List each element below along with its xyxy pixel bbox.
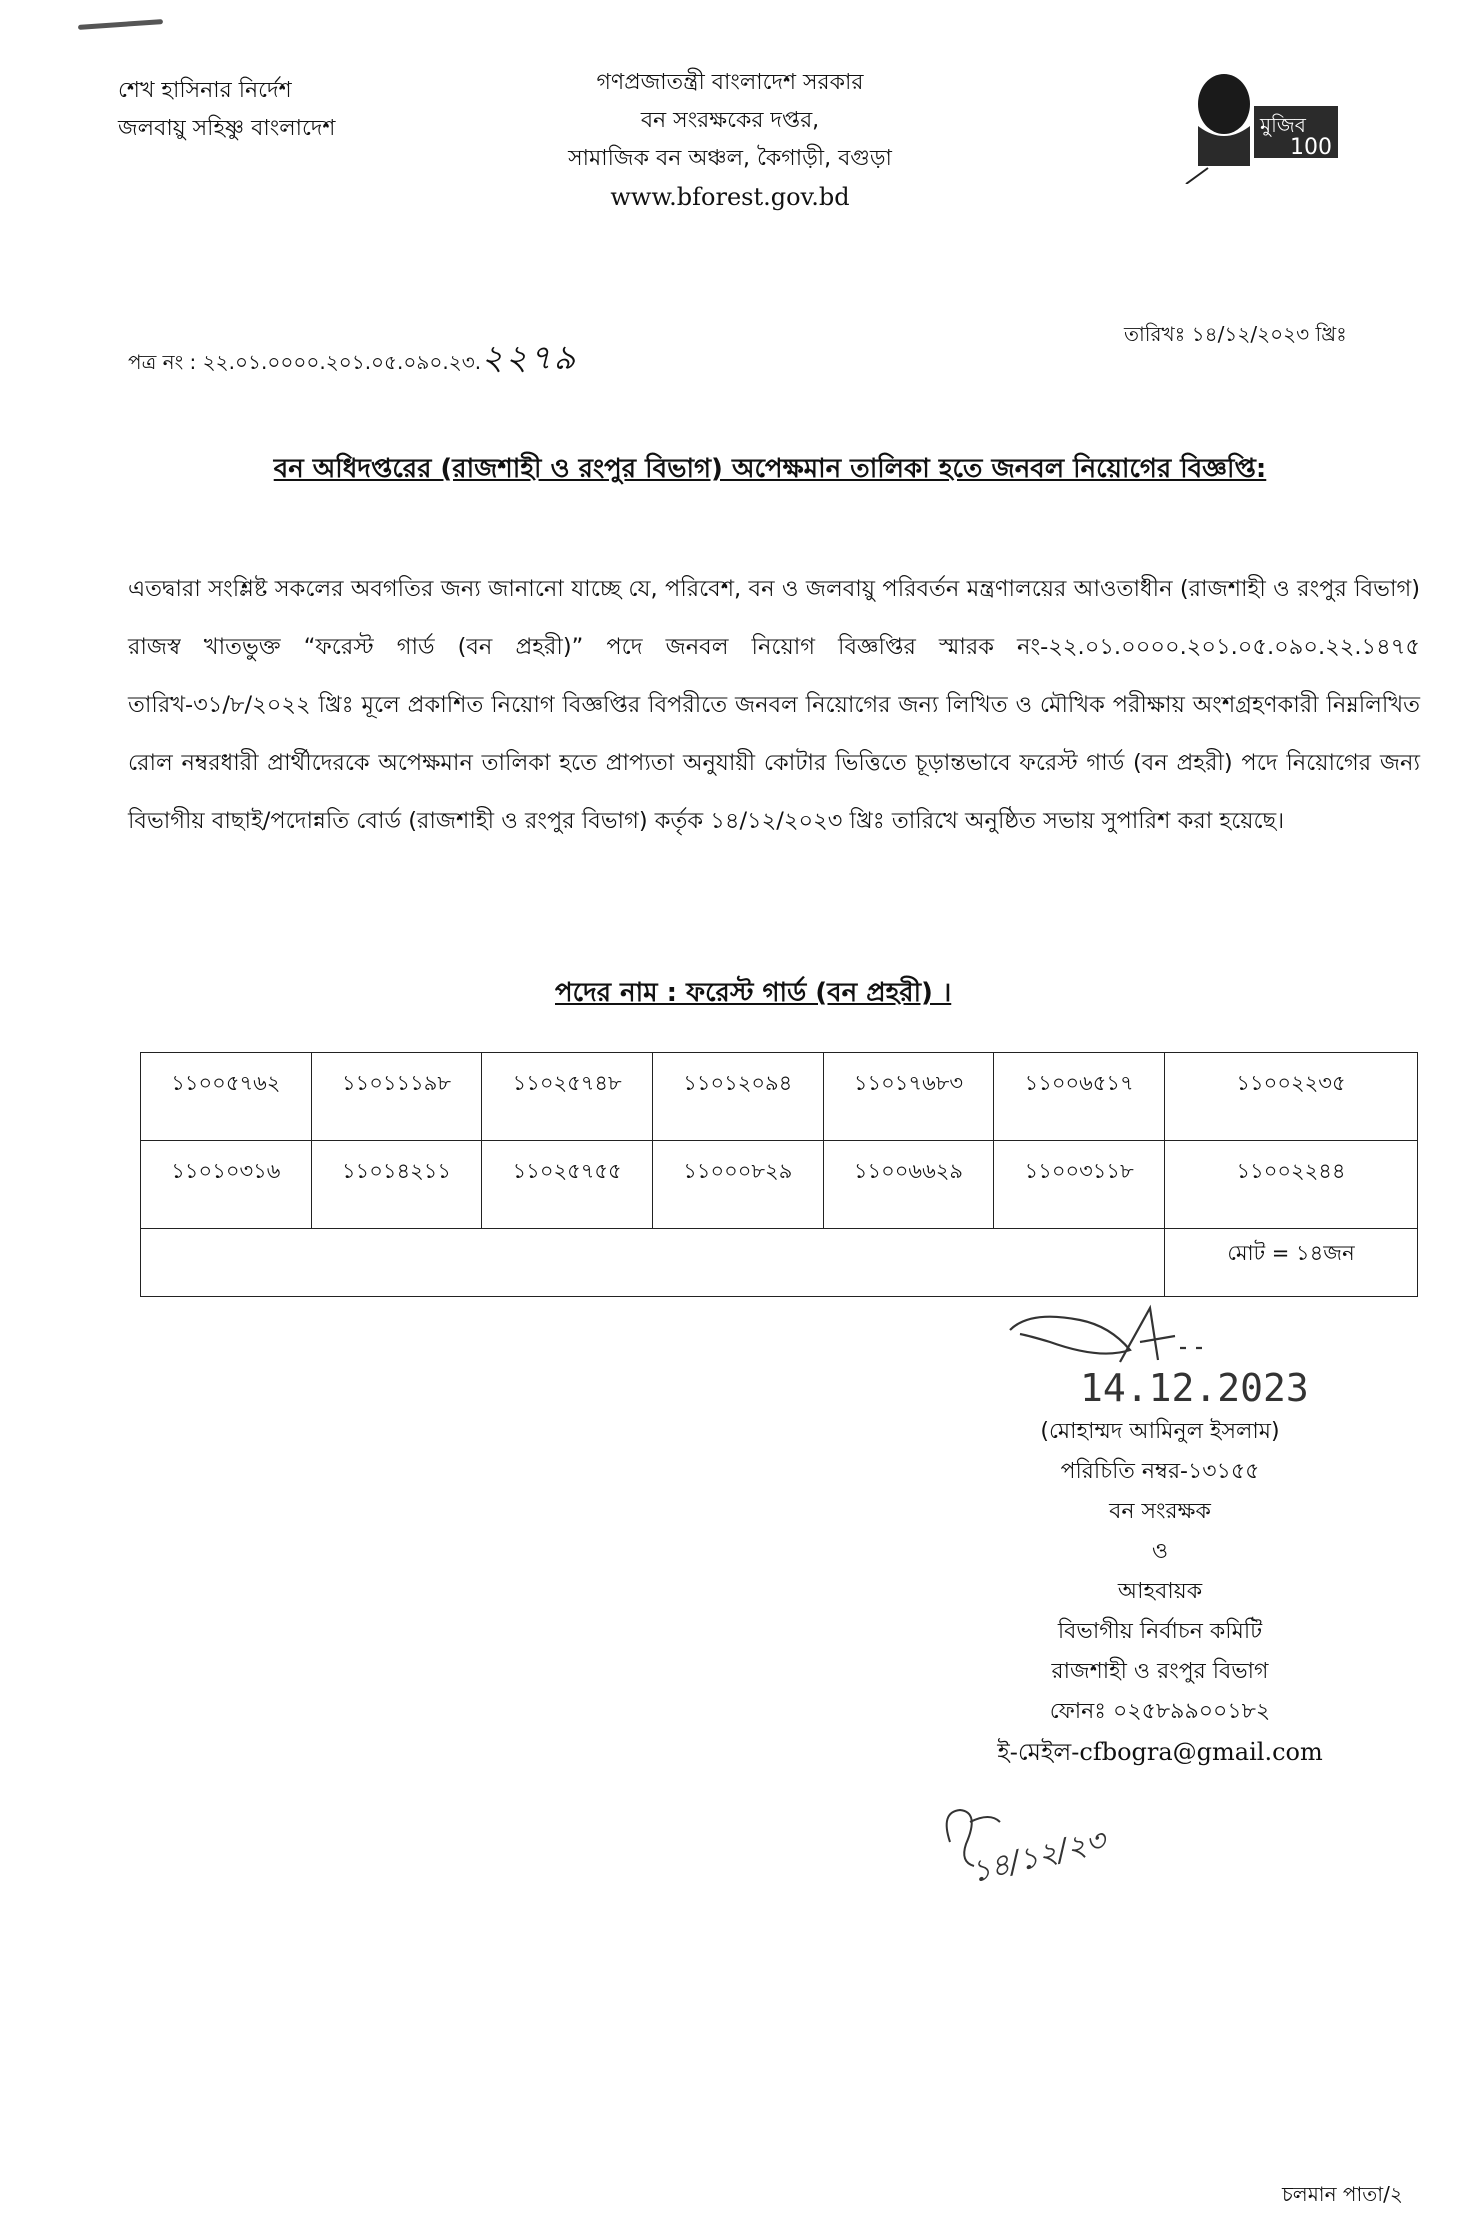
roll-cell: ১১০০৬৬২৯ xyxy=(823,1141,994,1229)
roll-cell: ১১০০৩১১৮ xyxy=(994,1141,1165,1229)
office-header xyxy=(470,64,990,216)
roll-cell: ১১০২৫৭৫৫ xyxy=(482,1141,653,1229)
signatory-block xyxy=(930,1412,1390,1772)
roll-cell: ১১০০৫৭৬২ xyxy=(141,1053,312,1141)
signatory-id: পরিচিতি নম্বর-১৩১৫৫ xyxy=(1060,1459,1260,1484)
roll-cell: ১১০০০৮২৯ xyxy=(652,1141,823,1229)
website-link[interactable]: www.bforest.gov.bd xyxy=(610,183,850,211)
signatory-name: (মোহাম্মদ আমিনুল ইসলাম) xyxy=(1040,1419,1280,1444)
slogan-line-2: জলবায়ু সহিষ্ণু বাংলাদেশ xyxy=(118,116,336,141)
svg-text:100: 100 xyxy=(1290,135,1332,160)
empty-cell xyxy=(141,1229,1165,1297)
initial-date: ১৪/১২/২৩ xyxy=(967,1822,1110,1891)
roll-cell: ১১০১০৩১৬ xyxy=(141,1141,312,1229)
signature-date: 14.12.2023 xyxy=(1080,1366,1309,1410)
roll-cell: ১১০১১১৯৮ xyxy=(311,1053,482,1141)
office-name: বন সংরক্ষকের দপ্তর, xyxy=(640,108,820,133)
memo-number-label: পত্র নং : ২২.০১.০০০০.২০১.০৫.০৯০.২৩. xyxy=(128,350,482,374)
memo-number xyxy=(128,332,578,389)
handwritten-initial xyxy=(930,1782,1170,1902)
memo-number-handwritten: ২২৭৯ xyxy=(481,338,578,378)
notice-body: এতদ্বারা সংশ্লিষ্ট সকলের অবগতির জন্য জানানো যাচ্ছে যে, পরিবেশ, বন ও জলবায়ু পরিবর্তন মন্ত্রণালয়ের আওতাধীন (রাজশাহী ও রংপুর বিভাগ) রাজস্ব খাতভুক্ত “ফরেস্ট গার্ড (বন প্রহরী)” পদে জনবল নিয়োগ বিজ্ঞপ্তির স্মারক নং-২২.০১.০০০০.২০১.০৫.০৯০.২২.১৪৭৫ তারিখ-৩১/৮/২০২২ খ্রিঃ মূলে প্রকাশিত নিয়োগ বিজ্ঞপ্তির বিপরীতে জনবল নিয়োগের জন্য লিখিত ও মৌখিক পরীক্ষায় অংশগ্রহণকারী নিম্নলিখিত রোল নম্বরধারী প্রার্থীদেরকে অপেক্ষমান তালিকা হতে প্রাপ্যতা অনুযায়ী কোটার ভিত্তিতে চূড়ান্তভাবে ফরেস্ট গার্ড (বন প্রহরী) পদে নিয়োগের জন্য বিভাগীয় বাছাই/পদোন্নতি বোর্ড (রাজশাহী ও রংপুর বিভাগ) কর্তৃক ১৪/১২/২০২৩ খ্রিঃ তারিখে অনুষ্ঠিত সভায় সুপারিশ করা হয়েছে। xyxy=(128,576,1420,834)
conjunction: ও xyxy=(1151,1539,1169,1564)
roll-cell: ১১০১২০৯৪ xyxy=(652,1053,823,1141)
roll-cell: ১১০১৪২১১ xyxy=(311,1141,482,1229)
table-total-row xyxy=(141,1229,1418,1297)
roll-number-table xyxy=(140,1052,1418,1297)
signatory-role: আহবায়ক xyxy=(1117,1579,1203,1604)
division-name: রাজশাহী ও রংপুর বিভাগ xyxy=(1051,1659,1269,1684)
signatory-designation: বন সংরক্ষক xyxy=(1109,1499,1211,1524)
roll-cell: ১১০১৭৬৮৩ xyxy=(823,1053,994,1141)
total-count: মোট = ১৪জন xyxy=(1165,1229,1418,1297)
phone-number: ফোনঃ ০২৫৮৯৯০০১৮২ xyxy=(1049,1699,1271,1724)
mujib-100-logo xyxy=(1178,66,1348,184)
scan-artifact xyxy=(78,19,163,30)
table-row xyxy=(141,1053,1418,1141)
email-address[interactable]: ই-মেইল-cfbogra@gmail.com xyxy=(997,1738,1323,1766)
notice-subject: বন অধিদপ্তরের (রাজশাহী ও রংপুর বিভাগ) অপেক্ষমান তালিকা হতে জনবল নিয়োগের বিজ্ঞপ্তি: xyxy=(273,454,1267,484)
portrait-logo-icon xyxy=(1178,66,1348,184)
office-address: সামাজিক বন অঞ্চল, কৈগাড়ী, বগুড়া xyxy=(568,146,892,171)
table-row xyxy=(141,1141,1418,1229)
memo-date: তারিখঃ ১৪/১২/২০২৩ খ্রিঃ xyxy=(1124,322,1347,346)
slogan-line-1: শেখ হাসিনার নির্দেশ xyxy=(118,78,292,103)
slogan-block xyxy=(118,72,335,148)
committee-name: বিভাগীয় নির্বাচন কমিটি xyxy=(1057,1619,1263,1644)
government-name: গণপ্রজাতন্ত্রী বাংলাদেশ সরকার xyxy=(596,70,864,95)
continued-page-note: চলমান পাতা/২ xyxy=(1282,2182,1403,2206)
roll-cell: ১১০২৫৭৪৮ xyxy=(482,1053,653,1141)
roll-cell: ১১০০২২৪৪ xyxy=(1165,1141,1418,1229)
post-title: পদের নাম : ফরেস্ট গার্ড (বন প্রহরী) । xyxy=(555,978,952,1008)
svg-text:মুজিব: মুজিব xyxy=(1260,113,1306,137)
roll-cell: ১১০০৬৫১৭ xyxy=(994,1053,1165,1141)
roll-cell: ১১০০২২৩৫ xyxy=(1165,1053,1418,1141)
